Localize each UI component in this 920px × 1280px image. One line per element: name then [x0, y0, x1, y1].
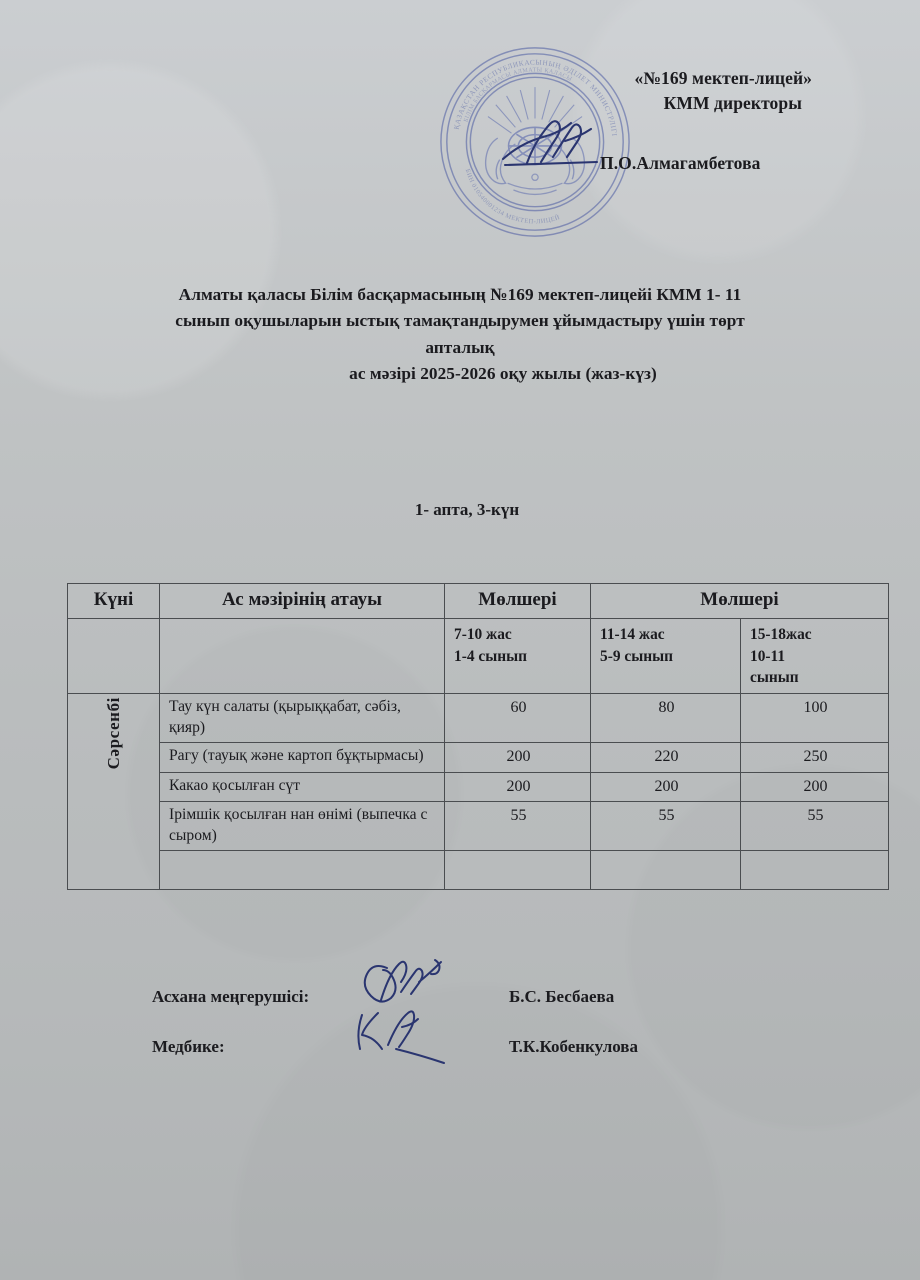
menu-item-amount-c: 250: [741, 742, 889, 772]
header-portion-1: Мөлшері: [445, 584, 591, 619]
menu-item-amount-a: 200: [445, 742, 591, 772]
cook-signature-row: [152, 972, 852, 1022]
menu-item-amount-b: 200: [591, 772, 741, 802]
menu-item-name: [160, 850, 445, 889]
footer-signatures: [152, 972, 852, 1072]
header-menu-name: Ас мәзірінің атауы: [160, 584, 445, 619]
subheader-group-c: [741, 618, 889, 694]
table-body: [68, 694, 889, 890]
title-line-3: апталық: [425, 337, 495, 357]
nurse-signature-row: [152, 1022, 852, 1072]
header-day: Күні: [68, 584, 160, 619]
menu-item-amount-c: 100: [741, 694, 889, 743]
table-row: [68, 850, 889, 889]
menu-item-amount-a: 200: [445, 772, 591, 802]
menu-item-name: Ірімшік қосылған нан өнімі (выпечка с сыром): [160, 802, 445, 851]
menu-table: [67, 583, 889, 890]
group-b-grade: 5-9 сынып: [600, 647, 673, 665]
subheader-group-a: [445, 618, 591, 694]
group-a-grade: 1-4 сынып: [454, 647, 527, 665]
menu-item-name: Рагу (тауық және картоп бұқтырмасы): [160, 742, 445, 772]
subheader-day-empty: [68, 618, 160, 694]
director-signature-row: [560, 151, 896, 176]
table-row: [68, 772, 889, 802]
header-portion-2: Мөлшері: [591, 584, 889, 619]
day-of-week-cell: [68, 694, 160, 890]
menu-item-amount-c: 55: [741, 802, 889, 851]
menu-item-amount-b: 80: [591, 694, 741, 743]
nurse-name: Т.К.Кобенкулова: [509, 1037, 638, 1056]
table-header-row-sub: [68, 618, 889, 694]
menu-item-amount-b: 55: [591, 802, 741, 851]
title-line-4: ас мәзірі 2025-2026 оқу жылы (жаз-күз): [349, 363, 657, 383]
menu-item-amount-a: [445, 850, 591, 889]
subheader-group-b: [591, 618, 741, 694]
document-title: [96, 282, 824, 387]
menu-item-amount-a: 55: [445, 802, 591, 851]
title-line-2: сынып оқушыларын ыстық тамақтандырумен ұйымдастыру үшін төрт: [175, 311, 745, 331]
table-row: [68, 694, 889, 743]
school-name-line: «№169 мектеп-лицей»: [634, 68, 812, 88]
svg-text:БИН 010540001234 МЕКТЕП-ЛИЦЕЙ: БИН 010540001234 МЕКТЕП-ЛИЦЕЙ: [463, 168, 562, 226]
cook-label: Асхана меңгерушісі:: [152, 987, 310, 1006]
group-c-grade-cont: сынып: [750, 669, 799, 687]
week-day-heading: 1- апта, 3-күн: [414, 500, 520, 519]
director-name: П.О.Алмагамбетова: [600, 152, 761, 173]
table-row: [68, 742, 889, 772]
table-row: [68, 802, 889, 851]
group-a-age: 7-10 жас: [454, 625, 512, 643]
svg-text:БІЛІМ БАСҚАРМАСЫ АЛМАТЫ ҚАЛАСЫ: БІЛІМ БАСҚАРМАСЫ АЛМАТЫ ҚАЛАСЫ: [463, 67, 573, 123]
group-b-age: 11-14 жас: [600, 625, 665, 643]
director-title-line: КММ директоры: [663, 93, 802, 114]
menu-item-amount-c: [741, 850, 889, 889]
nurse-label: Медбике:: [152, 1037, 225, 1056]
menu-item-amount-c: 200: [741, 772, 889, 802]
menu-item-name: Тау күн салаты (қырыққабат, сәбіз, қияр): [160, 694, 445, 743]
table-header-row-main: [68, 584, 889, 619]
title-line-1: Алматы қаласы Білім басқармасының №169 мектеп-лицейі КММ 1- 11: [178, 285, 742, 304]
menu-item-name: Какао қосылған сүт: [160, 772, 445, 802]
menu-item-amount-b: [591, 850, 741, 889]
subheader-name-empty: [160, 618, 445, 694]
approval-header: [560, 66, 896, 176]
svg-text:ҚАЗАҚСТАН РЕСПУБЛИКАСЫНЫҢ ӘДІЛ: ҚАЗАҚСТАН РЕСПУБЛИКАСЫНЫҢ ӘДІЛЕТ МИНИСТРЛІГІ: [452, 58, 619, 137]
menu-item-amount-b: 220: [591, 742, 741, 772]
menu-item-amount-a: 60: [445, 694, 591, 743]
group-c-age: 15-18жас: [750, 625, 812, 643]
group-c-grade: 10-11: [750, 647, 786, 665]
cook-name: Б.С. Бесбаева: [509, 987, 615, 1006]
day-of-week-label: Сәрсенбі: [104, 697, 124, 770]
table-head: [68, 584, 889, 694]
